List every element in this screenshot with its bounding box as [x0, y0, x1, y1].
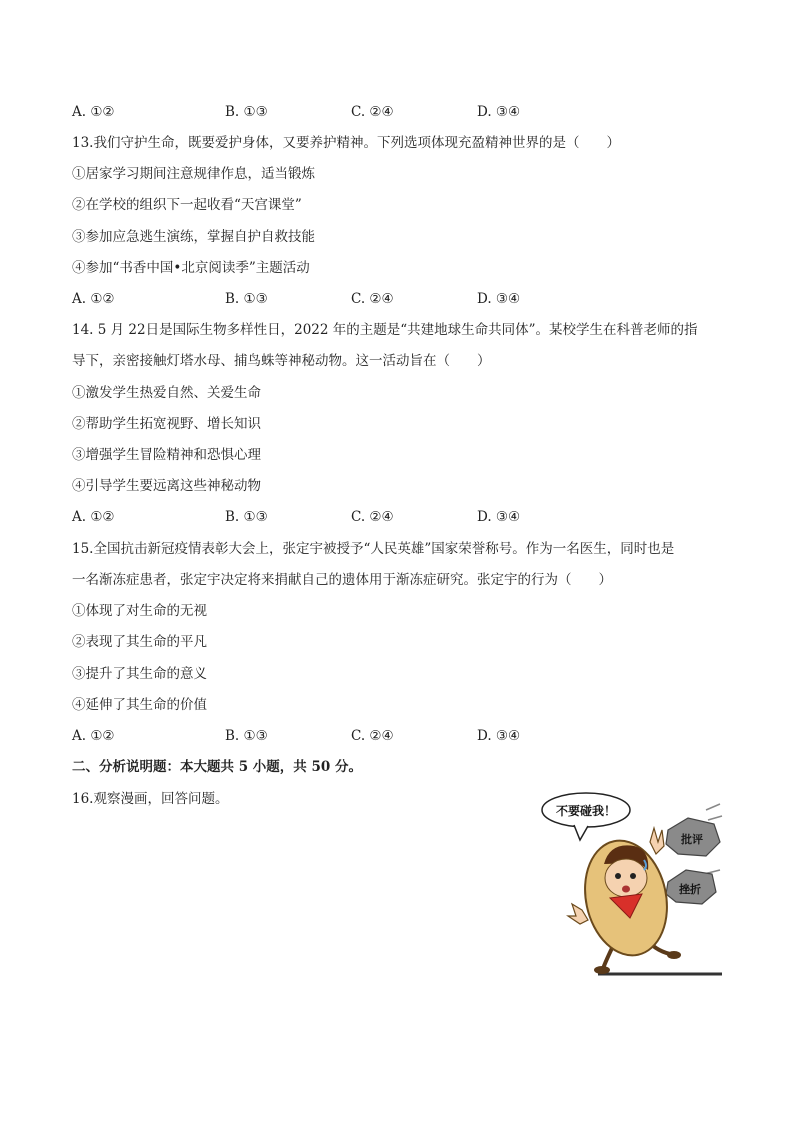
q15-item-3: ③提升了其生命的意义	[72, 666, 207, 682]
q14-options	[72, 507, 632, 527]
q16-stem: 16.观察漫画，回答问题。	[72, 791, 229, 807]
q13-option-c: C. ②④	[351, 291, 394, 307]
q15-options	[72, 726, 632, 746]
eye-right	[630, 873, 636, 879]
q13-option-a: A. ①②	[72, 291, 115, 307]
rock-criticism	[666, 818, 720, 856]
q13-item-3: ③参加应急逃生演练，掌握自护自救技能	[72, 229, 315, 245]
q15-item-4: ④延伸了其生命的价值	[72, 697, 207, 713]
rock-label-setback: 挫折	[679, 883, 701, 896]
q14-item-1: ①激发学生热爱自然、关爱生命	[72, 385, 261, 401]
q14-option-a: A. ①②	[72, 509, 115, 525]
q15-stem-line-1: 15.全国抗击新冠疫情表彰大会上，张定宇被授予“人民英雄”国家荣誉称号。作为一名医生，同时也是	[72, 541, 675, 557]
speech-bubble-text: 不要碰我！	[555, 804, 617, 818]
q15-item-2: ②表现了其生命的平凡	[72, 634, 207, 650]
mouth	[622, 886, 630, 893]
q14-option-c: C. ②④	[351, 509, 394, 525]
speech-bubble	[542, 793, 630, 840]
rock-setback	[666, 870, 716, 904]
q14-item-2: ②帮助学生拓宽视野、增长知识	[72, 416, 261, 432]
q13-item-2: ②在学校的组织下一起收看“天宫课堂”	[72, 197, 302, 213]
shoe-right	[667, 951, 681, 959]
eye-left	[615, 873, 621, 879]
q14-item-3: ③增强学生冒险精神和恐惧心理	[72, 447, 261, 463]
q14-item-4: ④引导学生要远离这些神秘动物	[72, 478, 261, 494]
cartoon-illustration	[538, 790, 724, 980]
q12-option-b: B. ①③	[225, 104, 268, 120]
q14-option-d: D. ③④	[477, 509, 521, 525]
q13-option-d: D. ③④	[477, 291, 521, 307]
rock-label-criticism: 批评	[681, 833, 703, 846]
q15-option-b: B. ①③	[225, 728, 268, 744]
q12-option-c: C. ②④	[351, 104, 394, 120]
q14-option-b: B. ①③	[225, 509, 268, 525]
q15-item-1: ①体现了对生命的无视	[72, 603, 207, 619]
q15-option-d: D. ③④	[477, 728, 521, 744]
q12-options	[72, 102, 632, 122]
q12-option-d: D. ③④	[477, 104, 521, 120]
shoe-left	[594, 966, 610, 974]
q15-stem-line-2: 一名渐冻症患者，张定宇决定将来捐献自己的遗体用于渐冻症研究。张定宇的行为（ ）	[72, 572, 612, 588]
q13-options	[72, 289, 632, 309]
q13-option-b: B. ①③	[225, 291, 268, 307]
section-2-heading: 二、分析说明题：本大题共 5 小题，共 50 分。	[72, 759, 362, 775]
q15-option-c: C. ②④	[351, 728, 394, 744]
q15-option-a: A. ①②	[72, 728, 115, 744]
q13-item-1: ①居家学习期间注意规律作息，适当锻炼	[72, 166, 315, 182]
q13-stem: 13.我们守护生命，既要爱护身体，又要养护精神。下列选项体现充盈精神世界的是（ ）	[72, 135, 620, 151]
q14-stem-line-1: 14. 5 月 22日是国际生物多样性日，2022 年的主题是“共建地球生命共同体”。某校学生在科普老师的指	[72, 322, 698, 338]
hand-right	[650, 828, 664, 854]
hand-left	[568, 904, 588, 924]
q14-stem-line-2: 导下，亲密接触灯塔水母、捕鸟蛛等神秘动物。这一活动旨在（ ）	[72, 353, 491, 369]
q13-item-4: ④参加“书香中国•北京阅读季”主题活动	[72, 260, 310, 276]
q12-option-a: A. ①②	[72, 104, 115, 120]
